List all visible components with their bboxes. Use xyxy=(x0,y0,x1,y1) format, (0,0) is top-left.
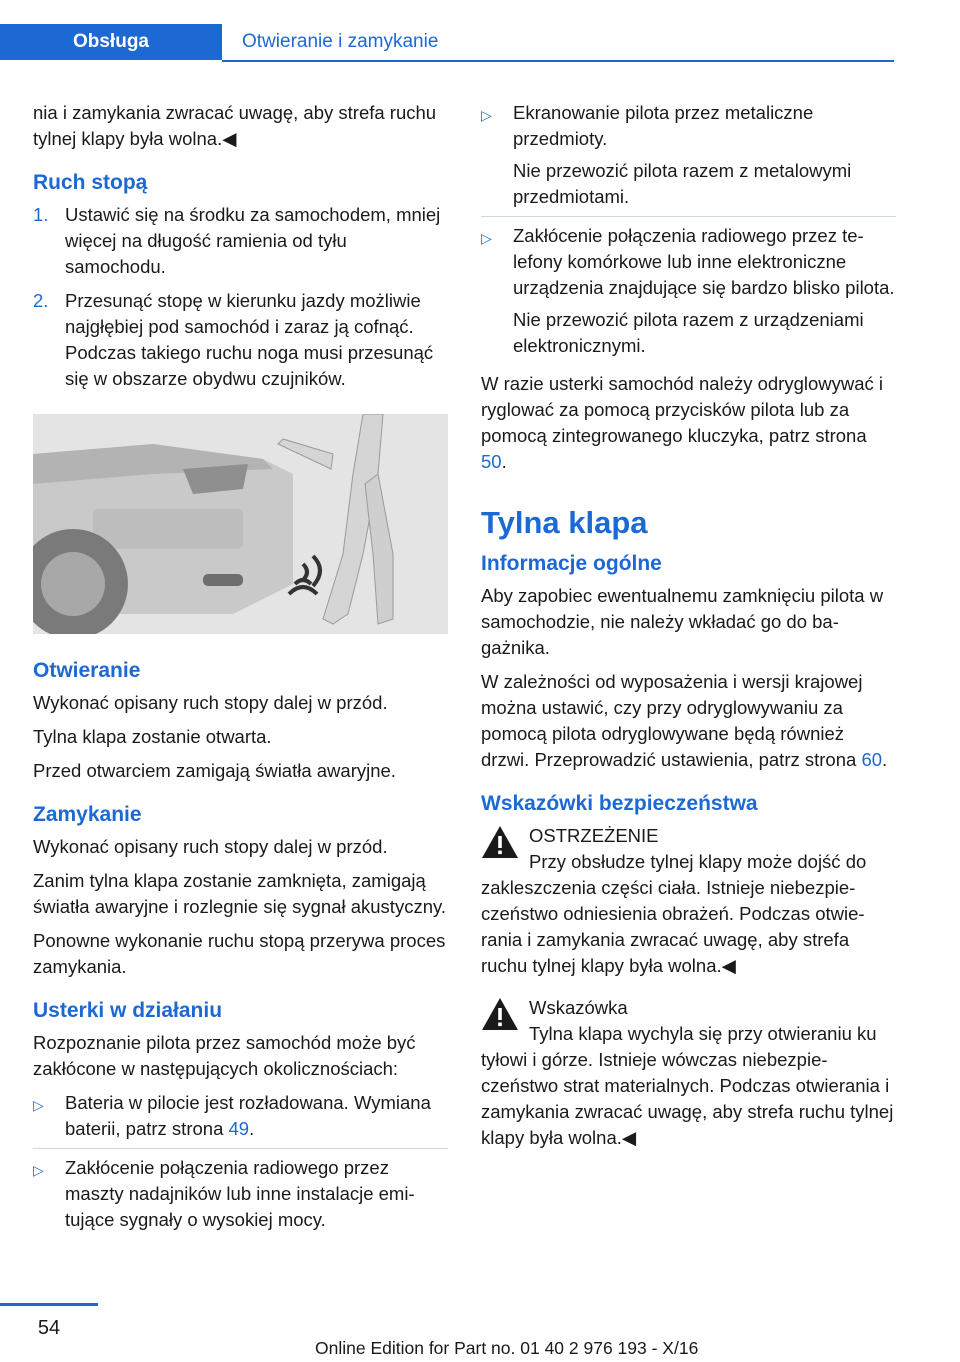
warning-text: Przy obsłudze tylnej klapy może dojść do zakleszczenia części ciała. Istnieje niebezpieczeństwo odniesienia obrażeń. Podczas otwierania i zamykania zwracać uwagę, aby strefa ruchu tylnej klapy była wolna.◀ xyxy=(481,851,867,976)
header-rule xyxy=(222,60,894,62)
warning-title: OSTRZEŻENIE xyxy=(529,825,659,846)
page-number: 54 xyxy=(37,1317,61,1339)
triangle-bullet-icon: ▷ xyxy=(481,230,492,246)
footer-rule xyxy=(0,1303,98,1306)
heading-zamykanie: Zamykanie xyxy=(33,803,142,826)
edition-text: Online Edition for Part no. 01 40 2 976 193 - X/16 xyxy=(315,1338,699,1358)
step-text: Przesunąć stopę w kierunku jazdy możliwie najgłębiej pod samochód i zaraz ją cofnąć. Podczas takiego ruchu noga musi przesunąć się w obszarze obydwu czujników. xyxy=(65,290,434,389)
step-number: 1. xyxy=(33,204,49,225)
list-item-text: Zakłócenie połączenia radiowego przez telefony komórkowe lub inne elektroniczne urządzenia znajdujące się bardzo blisko pilota. xyxy=(513,225,895,298)
paragraph: W zależności od wyposażenia i wersji krajowej można ustawić, czy przy odryglowywaniu za pomocą pilota odryglowywane będą również drzwi. Przeprowadzić ustawienia, patrz strona 60. xyxy=(481,671,888,770)
triangle-bullet-icon: ▷ xyxy=(33,1162,44,1178)
paragraph: Tylna klapa zostanie otwarta. xyxy=(33,726,272,747)
page-link-60[interactable]: 60 xyxy=(861,749,883,770)
car-foot-sensor-image xyxy=(33,414,448,634)
step-number: 2. xyxy=(33,290,49,311)
list-item xyxy=(481,223,896,365)
paragraph: Wykonać opisany ruch stopy dalej w przód. xyxy=(33,836,388,857)
list-item-text: Zakłócenie połączenia radiowego przez maszty nadajników lub inne instalacje emitujące sygnały o wysokiej mocy. xyxy=(65,1157,415,1230)
list-item xyxy=(481,100,896,217)
list-item-note: Nie przewozić pilota razem z metalowymi przedmiotami. xyxy=(513,160,852,207)
paragraph: Ponowne wykonanie ruchu stopą przerywa proces zamykania. xyxy=(33,930,446,977)
heading-bezpieczenstwo: Wskazówki bezpieczeństwa xyxy=(481,792,758,815)
heading-usterki: Usterki w działaniu xyxy=(33,999,223,1022)
paragraph: Rozpoznanie pilota przez samochód może być zakłócone w następujących okolicznościach: xyxy=(33,1032,416,1079)
warning-block xyxy=(481,823,896,979)
warning-triangle-icon xyxy=(481,997,519,1031)
note-block xyxy=(481,995,896,1151)
list-item xyxy=(33,1090,448,1149)
page-link-49[interactable]: 49 xyxy=(228,1118,250,1139)
left-column xyxy=(33,100,448,1245)
triangle-bullet-icon: ▷ xyxy=(481,107,492,123)
list-item-text: Bateria w pilocie jest rozładowana. Wymiana baterii, patrz strona 49. xyxy=(65,1092,431,1139)
step-text: Ustawić się na środku za samochodem, mniej więcej na długość ramienia od tyłu samochodu. xyxy=(65,204,441,277)
warning-triangle-icon xyxy=(481,825,519,859)
list-item-note: Nie przewozić pilota razem z urządzeniami elektronicznymi. xyxy=(513,309,864,356)
paragraph: Aby zapobiec ewentualnemu zamknięciu pilota w samochodzie, nie należy wkładać go do bagażnika. xyxy=(481,585,884,658)
paragraph: Zanim tylna klapa zostanie zamknięta, zamigają światła awaryjne i rozlegnie się sygnał akustyczny. xyxy=(33,870,447,917)
page-link-50[interactable]: 50 xyxy=(481,451,502,472)
intro-text: nia i zamykania zwracać uwagę, aby strefa ruchu tylnej klapy była wolna.◀ xyxy=(33,102,437,149)
page-header xyxy=(0,0,960,64)
step-item xyxy=(33,202,448,280)
note-text: Tylna klapa wychyla się przy otwieraniu ku tyłowi i górze. Istnieje wówczas niebezpieczeństwo strat materialnych. Podczas otwierania i zamykania zwracać uwagę, aby strefa ruchu tylnej klapy była wolna.◀ xyxy=(481,1023,894,1148)
heading-tylna-klapa: Tylna klapa xyxy=(481,505,648,540)
heading-ruch-stopa: Ruch stopą xyxy=(33,171,148,194)
triangle-bullet-icon: ▷ xyxy=(33,1097,44,1113)
heading-otwieranie: Otwieranie xyxy=(33,659,141,682)
car-rear-illustration xyxy=(33,414,448,634)
list-item-text: Ekranowanie pilota przez metaliczne przedmioty. xyxy=(513,102,814,149)
step-item xyxy=(33,288,448,392)
note-title: Wskazówka xyxy=(529,997,628,1018)
chapter-tab[interactable]: Obsługa xyxy=(0,24,222,60)
right-column xyxy=(481,100,896,1161)
section-title[interactable]: Otwieranie i zamykanie xyxy=(242,31,439,52)
paragraph: Wykonać opisany ruch stopy dalej w przód. xyxy=(33,692,388,713)
heading-informacje: Informacje ogólne xyxy=(481,552,662,575)
list-item xyxy=(33,1155,448,1239)
paragraph: Przed otwarciem zamigają światła awaryjne. xyxy=(33,760,396,781)
paragraph: W razie usterki samochód należy odryglowywać i ryglować za pomocą przycisków pilota lub za pomocą zintegrowanego kluczyka, patrz strona 50. xyxy=(481,373,884,472)
